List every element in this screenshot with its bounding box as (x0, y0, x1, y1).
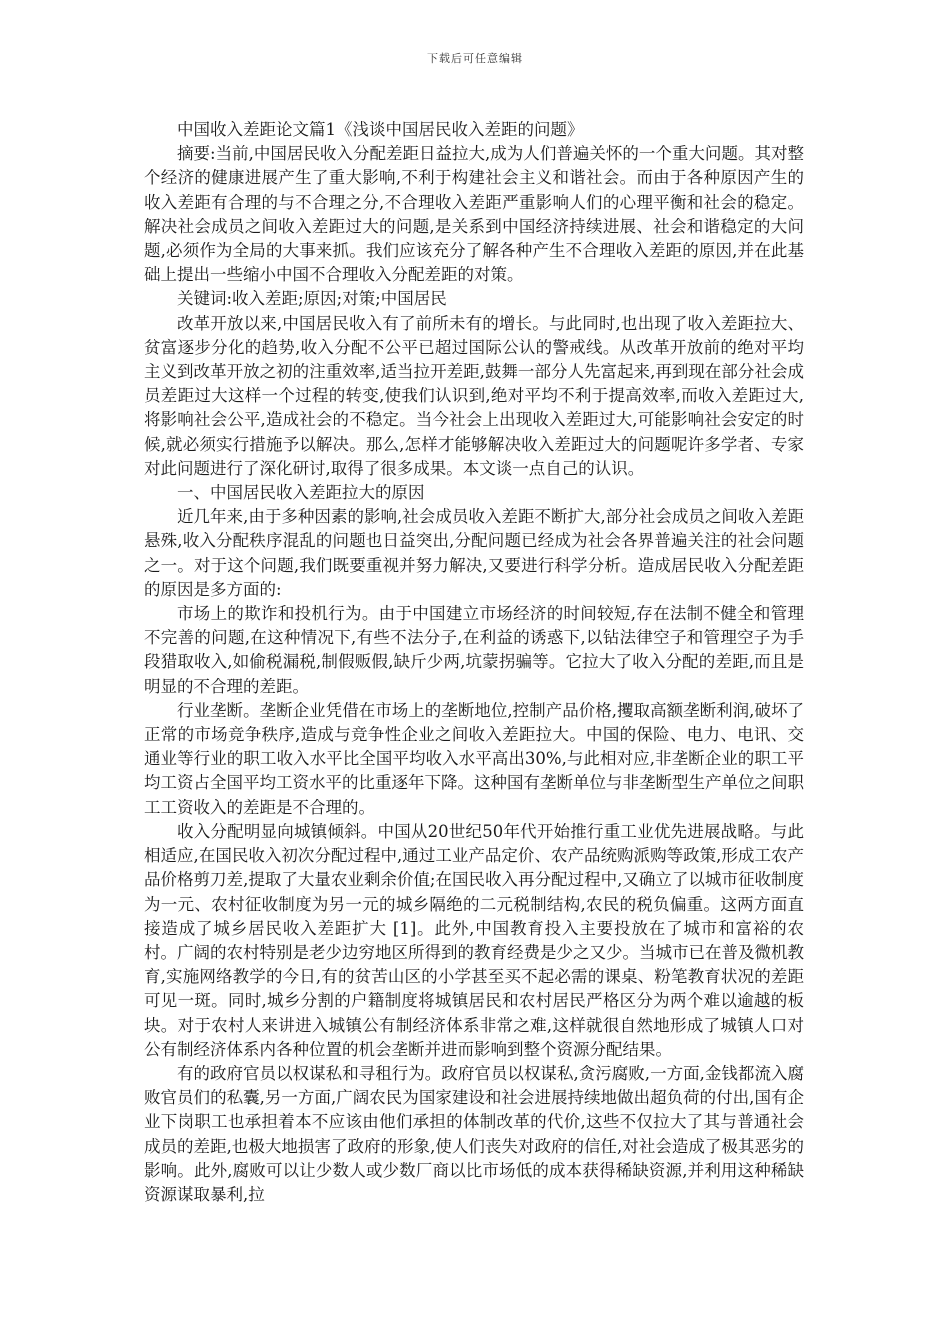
body-paragraph: 市场上的欺诈和投机行为。由于中国建立市场经济的时间较短,存在法制不健全和管理不完善的问题,在这种情况下,有些不法分子,在利益的诱惑下,以钻法律空子和管理空子为手段猎取收入,如偷税漏税,制假贩假,缺斤少两,坑蒙拐骗等。它拉大了收入分配的差距,而且是明显的不合理的差距。 (144, 604, 804, 696)
intro-paragraph: 改革开放以来,中国居民收入有了前所未有的增长。与此同时,也出现了收入差距拉大、贫富逐步分化的趋势,收入分配不公平已超过国际公认的警戒线。从改革开放前的绝对平均主义到改革开放之初的注重效率,适当拉开差距,鼓舞一部分人先富起来,再到现在部分社会成员差距过大这样一个过程的转变,使我们认识到,绝对平均不利于提高效率,而收入差距过大,将影响社会公平,造成社会的不稳定。当今社会上出现收入差距过大,可能影响社会安定的时候,就必须实行措施予以解决。那么,怎样才能够解决收入差距过大的问题呢许多学者、专家对此问题进行了深化研讨,取得了很多成果。本文谈一点自己的认识。 (144, 313, 804, 478)
body-paragraph: 行业垄断。垄断企业凭借在市场上的垄断地位,控制产品价格,攫取高额垄断利润,破坏了正常的市场竞争秩序,造成与竞争性企业之间收入差距拉大。中国的保险、电力、电讯、交通业等行业的职工收入水平比全国平均收入水平高出30%,与此相对应,非垄断企业的职工平均工资占全国平均工资水平的比重逐年下降。这种国有垄断单位与非垄断型生产单位之间职工工资收入的差距是不合理的。 (144, 700, 804, 817)
keywords-paragraph: 关键词:收入差距;原因;对策;中国居民 (177, 289, 447, 309)
document-body (144, 118, 804, 1207)
body-paragraph: 有的政府官员以权谋私和寻租行为。政府官员以权谋私,贪污腐败,一方面,金钱都流入腐败官员们的私囊,另一方面,广阔农民为国家建设和社会进展持续地做出超负荷的付出,国有企业下岗职工也承担着本不应该由他们承担的体制改革的代价,这些不仅拉大了其与普通社会成员的差距,也极大地损害了政府的形象,使人们丧失对政府的信任,对社会造成了极其恶劣的影响。此外,腐败可以让少数人或少数厂商以比市场低的成本获得稀缺资源,并利用这种稀缺资源谋取暴利,拉 (144, 1063, 804, 1204)
article-title: 中国收入差距论文篇1《浅谈中国居民收入差距的问题》 (177, 120, 584, 139)
section-heading: 一、中国居民收入差距拉大的原因 (177, 483, 425, 503)
body-paragraph: 收入分配明显向城镇倾斜。中国从20世纪50年代开始推行重工业优先进展战略。与此相适应,在国民收入初次分配过程中,通过工业产品定价、农产品统购派购等政策,形成工农产品价格剪刀差,提取了大量农业剩余价值;在国民收入再分配过程中,又确立了以城市征收制度为一元、农村征收制度为另一元的城乡隔绝的二元税制结构,农民的税负偏重。这两方面直接造成了城乡居民收入差距扩大 [1]。此外,中国教育投入主要投放在了城市和富裕的农村。广阔的农村特别是老少边穷地区所得到的教育经费是少之又少。当城市已在普及微机教育,实施网络教学的今日,有的贫苦山区的小学甚至买不起必需的课桌、粉笔教育状况的差距可见一斑。同时,城乡分割的户籍制度将城镇居民和农村居民严格区分为两个难以逾越的板块。对于农村人来讲进入城镇公有制经济体系非常之难,这样就很自然地形成了城镇人口对公有制经济体系内各种位置的机会垄断并进而影响到整个资源分配结果。 (144, 821, 804, 1059)
body-paragraph: 近几年来,由于多种因素的影响,社会成员收入差距不断扩大,部分社会成员之间收入差距悬殊,收入分配秩序混乱的问题也日益突出,分配问题已经成为社会各界普遍关注的社会问题之一。对于这个问题,我们既要重视并努力解决,又要进行科学分析。造成居民收入分配差距的原因是多方面的: (144, 507, 804, 599)
abstract-paragraph: 摘要:当前,中国居民收入分配差距日益拉大,成为人们普遍关怀的一个重大问题。其对整个经济的健康进展产生了重大影响,不利于构建社会主义和谐社会。而由于各种原因产生的收入差距有合理的与不合理之分,不合理收入差距严重影响人们的心理平衡和社会的稳定。解决社会成员之间收入差距过大的问题,是关系到中国经济持续进展、社会和谐稳定的大问题,必须作为全局的大事来抓。我们应该充分了解各种产生不合理收入差距的原因,并在此基础上提出一些缩小中国不合理收入分配差距的对策。 (144, 144, 804, 285)
page-header: 下载后可任意编辑 (427, 52, 523, 65)
